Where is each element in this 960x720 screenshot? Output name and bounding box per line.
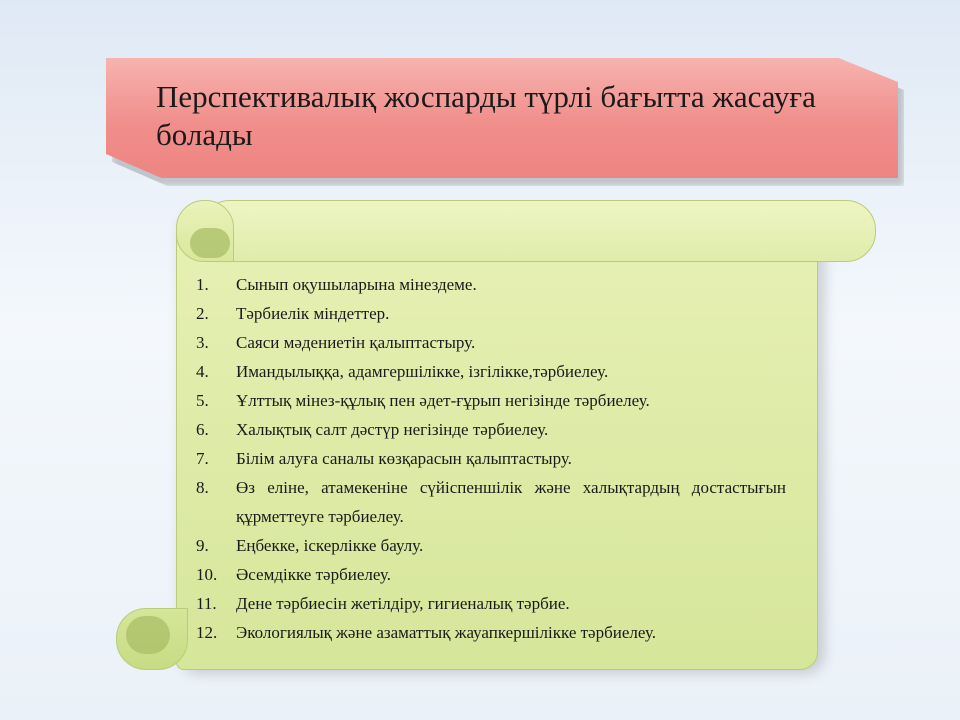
list-item [196, 560, 786, 589]
list-item-number: 4. [196, 362, 209, 381]
list-item-text: Экологиялық және азаматтық жауапкершілікке тәрбиелеу. [236, 623, 657, 642]
list-item-number: 6. [196, 420, 209, 439]
list-item [196, 618, 786, 647]
list-item [196, 299, 786, 328]
list-item-number: 3. [196, 333, 209, 352]
list-item [196, 328, 786, 357]
list-item-number: 5. [196, 391, 209, 410]
plan-directions-list [196, 270, 786, 647]
list-item [196, 473, 786, 531]
list-item-text: Дене тәрбиесін жетілдіру, гигиеналық тәрбие. [236, 594, 570, 613]
list-item-number: 9. [196, 536, 209, 555]
list-item [196, 386, 786, 415]
list-item-number: 10. [196, 565, 218, 584]
list-item-number: 12. [196, 623, 218, 642]
list-item-text: Еңбекке, іскерлікке баулу. [236, 536, 424, 555]
list-item [196, 589, 786, 618]
list-item-text: Білім алуға саналы көзқарасын қалыптастыру. [236, 449, 572, 468]
list-item-text: Сынып оқушыларына мінездеме. [236, 275, 477, 294]
list-item-text: Халықтық салт дәстүр негізінде тәрбиелеу. [236, 420, 549, 439]
list-item-text: Өз еліне, атамекеніне сүйіспеншілік және халықтардың достастығын құрметтеуге тәрбиелеу. [236, 478, 786, 526]
list-item [196, 444, 786, 473]
scroll-curl-top-shade [190, 228, 230, 258]
list-item-text: Ұлттық мінез-құлық пен әдет-ғұрып негізінде тәрбиелеу. [236, 391, 650, 410]
scroll-top-roll [200, 200, 876, 262]
list-item [196, 357, 786, 386]
list-item-text: Тәрбиелік міндеттер. [236, 304, 390, 323]
list-item-number: 8. [196, 478, 209, 497]
scroll-curl-bottom-shade [126, 616, 170, 654]
list-item [196, 415, 786, 444]
list-item [196, 531, 786, 560]
list-item-number: 11. [196, 594, 217, 613]
list-item-text: Имандылыққа, адамгершілікке, ізгілікке,тәрбиелеу. [236, 362, 609, 381]
list-item-text: Әсемдікке тәрбиелеу. [236, 565, 392, 584]
list-item [196, 270, 786, 299]
list-item-number: 2. [196, 304, 209, 323]
list-item-number: 7. [196, 449, 209, 468]
list-item-number: 1. [196, 275, 209, 294]
list-item-text: Саяси мәдениетін қалыптастыру. [236, 333, 476, 352]
slide-title: Перспективалық жоспарды түрлі бағытта жасауға болады [156, 79, 816, 152]
